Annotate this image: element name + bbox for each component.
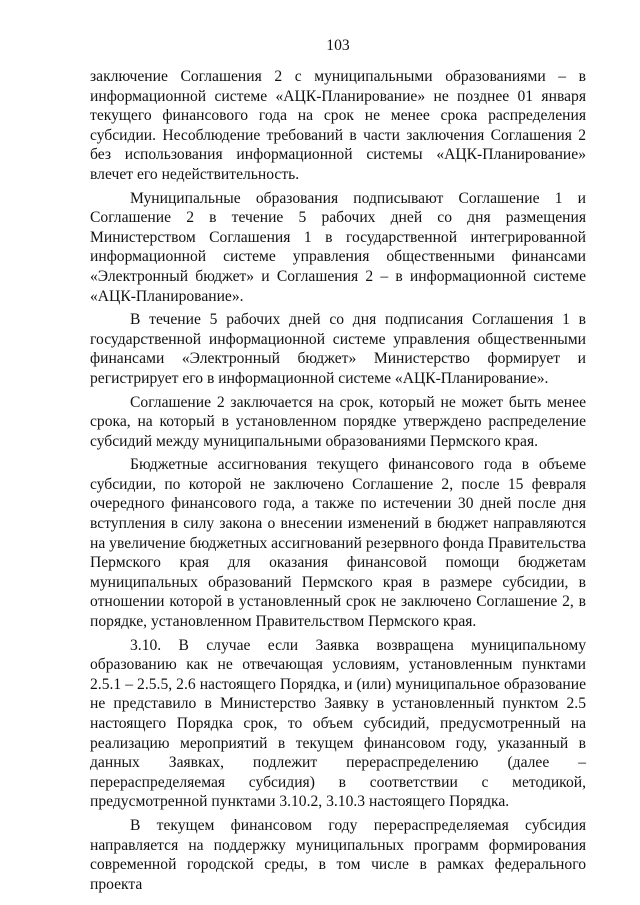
paragraph-section-3-10: 3.10. В случае если Заявка возвращена муниципальному образованию как не отвечающая условиям, установленным пунктами 2.5.1 – 2.5.5, 2.6 настоящего Порядка, и (или) муниципальное образование не представило в Министерство Заявку в установленный пунктом 2.5 настоящего Порядка срок, то объем субсидий, предусмотренный на реализацию мероприятий в текущем финансовом году, указанный в данных Заявках, подлежит перераспределению (далее – перераспределяемая субсидия) в соответствии с методикой, предусмотренной пунктами 3.10.2, 3.10.3 настоящего Порядка.	[90, 636, 586, 811]
paragraph-redistributed-subsidy: В текущем финансовом году перераспределяемая субсидия направляется на поддержку муниципальных программ формирования современной городской среды, в том числе в рамках федерального проекта	[90, 816, 586, 893]
paragraph-agreement-2-conclusion: заключение Соглашения 2 с муниципальными образованиями – в информационной системе «АЦК-Планирование» не позднее 01 января текущего финансового года на срок не менее срока распределения субсидии. Несоблюдение требований в части заключения Соглашения 2 без использования информационной системы «АЦК-Планирование» влечет его недействительность.	[90, 68, 586, 183]
paragraph-budget-allocations: Бюджетные ассигнования текущего финансового года в объеме субсидии, по которой не заключено Соглашение 2, после 15 февраля очередного финансового года, а также по истечении 30 дней после дня вступления в силу закона о внесении изменений в бюджет направляются на увеличение бюджетных ассигнований резервного фонда Правительства Пермского края для оказания финансовой помощи бюджетам муниципальных образований Пермского края в размере субсидии, в отношении которой в установленный срок не заключено Соглашение 2, в порядке, установленном Правительством Пермского края.	[90, 456, 586, 631]
document-page	[90, 36, 586, 894]
paragraph-agreement-term: Соглашение 2 заключается на срок, который не может быть менее срока, на который в установленном порядке утверждено распределение субсидий между муниципальными образованиями Пермского края.	[90, 393, 586, 450]
paragraph-signing-deadline: Муниципальные образования подписывают Соглашение 1 и Соглашение 2 в течение 5 рабочих дней со дня размещения Министерством Соглашения 1 в государственной интегрированной информационной системе управления общественными финансами «Электронный бюджет» и Соглашения 2 – в информационной системе «АЦК-Планирование».	[90, 189, 586, 305]
paragraph-registration: В течение 5 рабочих дней со дня подписания Соглашения 1 в государственной информационной системе управления общественными финансами «Электронный бюджет» Министерство формирует и регистрирует его в информационной системе «АЦК-Планирование».	[90, 311, 586, 387]
page-number: 103	[326, 37, 350, 54]
